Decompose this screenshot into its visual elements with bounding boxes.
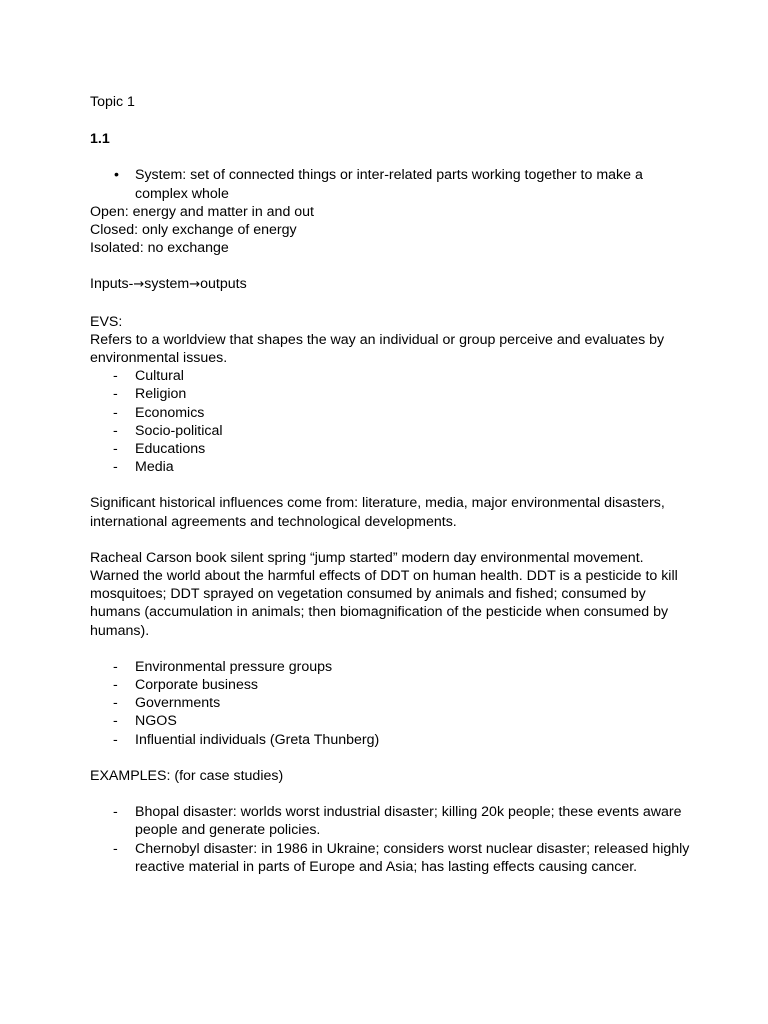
section-heading: 1.1 <box>90 131 110 148</box>
dash-marker: - <box>113 840 118 857</box>
list-item: - Religion <box>90 385 690 403</box>
dash-marker: - <box>113 441 118 458</box>
system-type-isolated: Isolated: no exchange <box>90 240 229 257</box>
dash-marker: - <box>113 731 118 748</box>
list-item: - Economics <box>90 404 690 422</box>
evs-factor-list <box>90 367 690 476</box>
flow-inputs: Inputs- <box>90 276 134 293</box>
dash-marker: - <box>113 404 118 421</box>
topic-heading: Topic 1 <box>90 94 135 110</box>
actor-list <box>90 658 690 749</box>
examples-heading: EXAMPLES: (for case studies) <box>90 767 284 784</box>
list-item: - Corporate business <box>90 676 690 694</box>
evs-heading: EVS: <box>90 313 123 330</box>
dash-marker: - <box>113 422 118 439</box>
system-flow <box>90 275 690 294</box>
influences-paragraph: Significant historical influences come from: literature, media, major environmental disasters, international agreements and technological developments. <box>90 495 665 530</box>
dash-marker: - <box>113 804 118 821</box>
list-item: - Bhopal disaster: worlds worst industrial disaster; killing 20k people; these events aware people and generate policies. <box>90 803 690 839</box>
list-item: - NGOS <box>90 712 690 730</box>
arrow-icon: → <box>133 277 145 293</box>
list-item: - Chernobyl disaster: in 1986 in Ukraine; considers worst nuclear disaster; released highly reactive material in parts of Europe and Asia; has lasting effects causing cancer. <box>90 840 690 876</box>
flow-system: system <box>144 276 190 293</box>
system-type-open: Open: energy and matter in and out <box>90 203 314 220</box>
list-item: - Socio-political <box>90 422 690 440</box>
list-item: - Governments <box>90 694 690 712</box>
system-definition: System: set of connected things or inter-related parts working together to make a complex whole <box>135 167 643 202</box>
list-item: - Cultural <box>90 367 690 385</box>
dash-marker: - <box>113 695 118 712</box>
evs-definition: Refers to a worldview that shapes the way an individual or group perceive and evaluates by environmental issues. <box>90 331 665 367</box>
examples-list <box>90 803 690 876</box>
dash-marker: - <box>113 658 118 675</box>
dash-marker: - <box>113 459 118 476</box>
flow-outputs: outputs <box>200 276 247 293</box>
system-bullet <box>90 166 690 202</box>
bullet-marker: • <box>114 167 119 184</box>
dash-marker: - <box>113 677 118 694</box>
list-item: - Educations <box>90 440 690 458</box>
arrow-icon: → <box>189 277 201 293</box>
dash-marker: - <box>113 713 118 730</box>
list-item: - Influential individuals (Greta Thunberg) <box>90 731 690 749</box>
dash-marker: - <box>113 368 118 385</box>
system-type-closed: Closed: only exchange of energy <box>90 222 297 239</box>
list-item: - Environmental pressure groups <box>90 658 690 676</box>
carson-paragraph: Racheal Carson book silent spring “jump started” modern day environmental movement. Warned the world about the harmful effects of DDT on human health. DDT is a pesticide to kill mosquitoes; DDT sprayed on vegetation consumed by animals and fished; consumed by humans (accumulation in animals; then biomagnification of the pesticide when consumed by humans). <box>90 549 678 639</box>
dash-marker: - <box>113 386 118 403</box>
list-item: - Media <box>90 458 690 476</box>
document-body <box>90 93 690 876</box>
